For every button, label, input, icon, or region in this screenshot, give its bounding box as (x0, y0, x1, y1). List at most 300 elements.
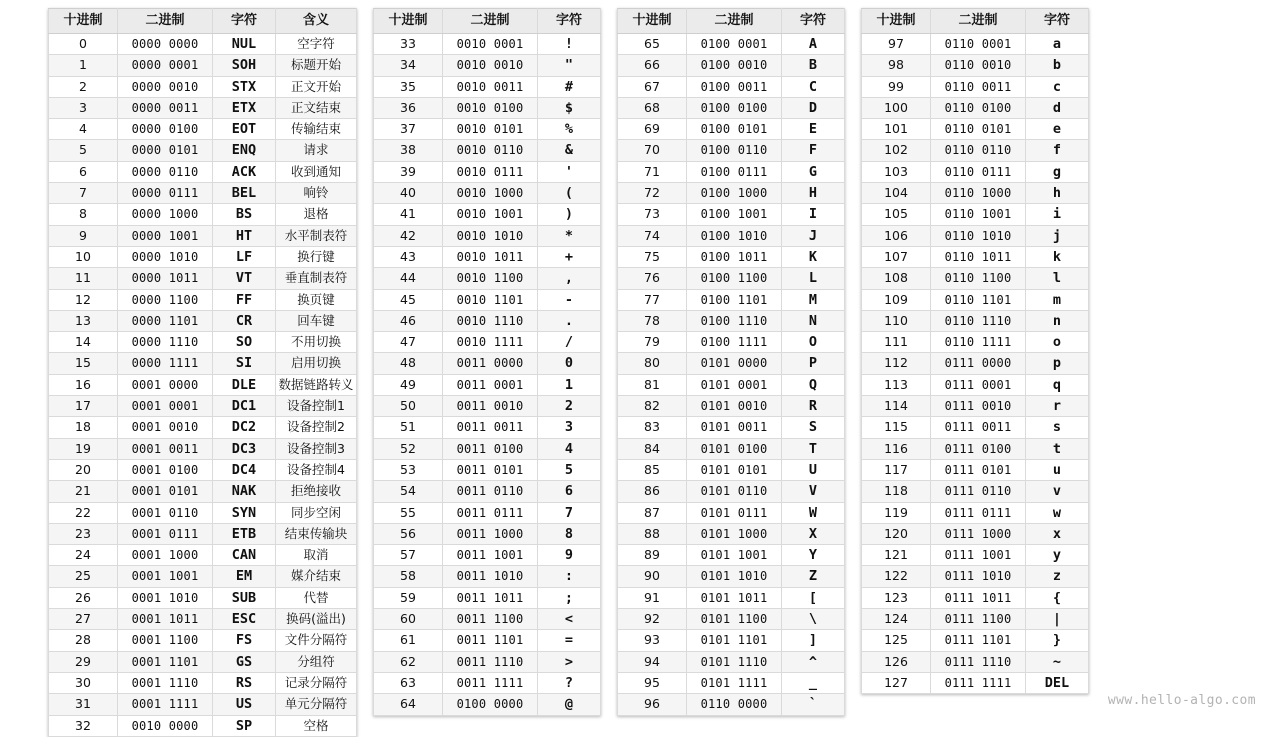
cell-character: > (538, 651, 601, 672)
cell-meaning: 文件分隔符 (276, 630, 357, 651)
column-header: 十进制 (618, 9, 687, 34)
cell-binary: 0001 0111 (118, 523, 213, 544)
cell-decimal: 66 (618, 55, 687, 76)
cell-decimal: 113 (862, 374, 931, 395)
table-row (862, 55, 1089, 76)
cell-binary: 0011 0100 (443, 438, 538, 459)
cell-binary: 0101 0011 (687, 417, 782, 438)
cell-decimal: 94 (618, 651, 687, 672)
cell-binary: 0111 1101 (931, 630, 1026, 651)
cell-decimal: 109 (862, 289, 931, 310)
table-row (374, 609, 601, 630)
cell-decimal: 44 (374, 268, 443, 289)
cell-character: h (1026, 183, 1089, 204)
cell-character: ] (782, 630, 845, 651)
cell-decimal: 49 (374, 374, 443, 395)
cell-decimal: 77 (618, 289, 687, 310)
cell-binary: 0110 0010 (931, 55, 1026, 76)
table-row (374, 417, 601, 438)
table-row (49, 502, 357, 523)
cell-decimal: 71 (618, 161, 687, 182)
cell-character: ; (538, 587, 601, 608)
table-header-row (49, 9, 357, 34)
cell-binary: 0110 0011 (931, 76, 1026, 97)
cell-decimal: 9 (49, 225, 118, 246)
cell-binary: 0110 1101 (931, 289, 1026, 310)
cell-character: EM (213, 566, 276, 587)
table-row (374, 225, 601, 246)
cell-character: | (1026, 609, 1089, 630)
cell-character: RS (213, 672, 276, 693)
cell-character: LF (213, 246, 276, 267)
cell-binary: 0111 1100 (931, 609, 1026, 630)
table-row (374, 76, 601, 97)
cell-decimal: 65 (618, 34, 687, 55)
cell-decimal: 114 (862, 396, 931, 417)
cell-character: f (1026, 140, 1089, 161)
cell-decimal: 101 (862, 119, 931, 140)
cell-binary: 0001 0100 (118, 459, 213, 480)
cell-binary: 0001 0000 (118, 374, 213, 395)
cell-binary: 0000 1101 (118, 310, 213, 331)
cell-binary: 0111 0000 (931, 353, 1026, 374)
cell-character: x (1026, 523, 1089, 544)
table-row (49, 140, 357, 161)
table-row (618, 183, 845, 204)
cell-character: A (782, 34, 845, 55)
table-row (618, 76, 845, 97)
cell-character: * (538, 225, 601, 246)
cell-character: Q (782, 374, 845, 395)
cell-decimal: 56 (374, 523, 443, 544)
cell-decimal: 105 (862, 204, 931, 225)
cell-binary: 0011 1000 (443, 523, 538, 544)
table-row (618, 694, 845, 715)
table-row (49, 76, 357, 97)
cell-meaning: 标题开始 (276, 55, 357, 76)
table-row (862, 651, 1089, 672)
cell-binary: 0101 0001 (687, 374, 782, 395)
table-row (862, 374, 1089, 395)
cell-meaning: 媒介结束 (276, 566, 357, 587)
table-row (618, 246, 845, 267)
table-row (374, 55, 601, 76)
cell-binary: 0001 1111 (118, 694, 213, 715)
cell-character: " (538, 55, 601, 76)
cell-decimal: 91 (618, 587, 687, 608)
cell-binary: 0000 0000 (118, 34, 213, 55)
table-row (862, 119, 1089, 140)
cell-character: GS (213, 651, 276, 672)
cell-decimal: 78 (618, 310, 687, 331)
cell-meaning: 换页键 (276, 289, 357, 310)
cell-decimal: 108 (862, 268, 931, 289)
cell-binary: 0110 0101 (931, 119, 1026, 140)
cell-binary: 0010 0010 (443, 55, 538, 76)
ascii-table-4 (861, 8, 1089, 694)
table-row (862, 502, 1089, 523)
table-row (618, 438, 845, 459)
cell-decimal: 125 (862, 630, 931, 651)
cell-decimal: 126 (862, 651, 931, 672)
cell-decimal: 63 (374, 672, 443, 693)
cell-decimal: 87 (618, 502, 687, 523)
cell-binary: 0011 0001 (443, 374, 538, 395)
cell-character: EOT (213, 119, 276, 140)
cell-meaning: 数据链路转义 (276, 374, 357, 395)
table-row (862, 566, 1089, 587)
cell-decimal: 51 (374, 417, 443, 438)
cell-decimal: 23 (49, 523, 118, 544)
table-row (374, 374, 601, 395)
cell-decimal: 110 (862, 310, 931, 331)
cell-binary: 0101 1010 (687, 566, 782, 587)
cell-decimal: 13 (49, 310, 118, 331)
cell-character: J (782, 225, 845, 246)
cell-decimal: 96 (618, 694, 687, 715)
cell-binary: 0011 0010 (443, 396, 538, 417)
cell-decimal: 123 (862, 587, 931, 608)
cell-binary: 0010 1101 (443, 289, 538, 310)
cell-character: 9 (538, 545, 601, 566)
table-row (862, 225, 1089, 246)
cell-binary: 0110 1110 (931, 310, 1026, 331)
ascii-table-1 (48, 8, 357, 737)
cell-character: m (1026, 289, 1089, 310)
table-row (374, 481, 601, 502)
cell-binary: 0001 0101 (118, 481, 213, 502)
cell-decimal: 86 (618, 481, 687, 502)
cell-character: s (1026, 417, 1089, 438)
table-row (49, 396, 357, 417)
cell-character: DC1 (213, 396, 276, 417)
table-row (49, 545, 357, 566)
table-row (862, 630, 1089, 651)
table-row (862, 332, 1089, 353)
cell-decimal: 79 (618, 332, 687, 353)
cell-meaning: 设备控制3 (276, 438, 357, 459)
cell-character: H (782, 183, 845, 204)
cell-decimal: 37 (374, 119, 443, 140)
cell-character: c (1026, 76, 1089, 97)
column-header: 二进制 (687, 9, 782, 34)
cell-decimal: 42 (374, 225, 443, 246)
cell-decimal: 14 (49, 332, 118, 353)
cell-character: z (1026, 566, 1089, 587)
cell-decimal: 27 (49, 609, 118, 630)
cell-character: S (782, 417, 845, 438)
table-row (374, 353, 601, 374)
cell-binary: 0111 0111 (931, 502, 1026, 523)
cell-character: VT (213, 268, 276, 289)
table-row (49, 34, 357, 55)
cell-decimal: 117 (862, 459, 931, 480)
table-row (49, 225, 357, 246)
cell-decimal: 18 (49, 417, 118, 438)
cell-meaning: 分组符 (276, 651, 357, 672)
cell-character: 7 (538, 502, 601, 523)
cell-character: BS (213, 204, 276, 225)
table-row (862, 310, 1089, 331)
cell-binary: 0000 1011 (118, 268, 213, 289)
cell-meaning: 换行键 (276, 246, 357, 267)
cell-binary: 0100 0000 (443, 694, 538, 715)
cell-decimal: 25 (49, 566, 118, 587)
table-row (618, 609, 845, 630)
cell-binary: 0100 0100 (687, 97, 782, 118)
cell-binary: 0001 1100 (118, 630, 213, 651)
cell-decimal: 59 (374, 587, 443, 608)
cell-decimal: 50 (374, 396, 443, 417)
cell-decimal: 68 (618, 97, 687, 118)
cell-decimal: 41 (374, 204, 443, 225)
cell-decimal: 64 (374, 694, 443, 715)
cell-decimal: 57 (374, 545, 443, 566)
cell-binary: 0000 1000 (118, 204, 213, 225)
cell-decimal: 62 (374, 651, 443, 672)
column-header: 十进制 (49, 9, 118, 34)
table-row (374, 459, 601, 480)
cell-character: $ (538, 97, 601, 118)
cell-binary: 0101 0110 (687, 481, 782, 502)
cell-decimal: 43 (374, 246, 443, 267)
cell-decimal: 7 (49, 183, 118, 204)
cell-decimal: 15 (49, 353, 118, 374)
cell-character: 6 (538, 481, 601, 502)
cell-character: W (782, 502, 845, 523)
cell-binary: 0010 0100 (443, 97, 538, 118)
cell-character: ACK (213, 161, 276, 182)
cell-meaning: 单元分隔符 (276, 694, 357, 715)
ascii-table-2 (373, 8, 601, 716)
cell-character: l (1026, 268, 1089, 289)
cell-decimal: 38 (374, 140, 443, 161)
cell-binary: 0000 1001 (118, 225, 213, 246)
cell-character: 3 (538, 417, 601, 438)
cell-meaning: 收到通知 (276, 161, 357, 182)
cell-meaning: 回车键 (276, 310, 357, 331)
cell-decimal: 3 (49, 97, 118, 118)
table-row (862, 587, 1089, 608)
cell-character: g (1026, 161, 1089, 182)
cell-character: % (538, 119, 601, 140)
cell-decimal: 124 (862, 609, 931, 630)
table-row (862, 353, 1089, 374)
cell-character: y (1026, 545, 1089, 566)
table-row (618, 204, 845, 225)
table-row (374, 651, 601, 672)
cell-binary: 0011 0011 (443, 417, 538, 438)
table-row (49, 119, 357, 140)
cell-decimal: 32 (49, 715, 118, 736)
cell-binary: 0001 1011 (118, 609, 213, 630)
cell-binary: 0110 1100 (931, 268, 1026, 289)
table-row (618, 55, 845, 76)
cell-character: K (782, 246, 845, 267)
cell-decimal: 70 (618, 140, 687, 161)
table-row (374, 587, 601, 608)
column-header: 二进制 (931, 9, 1026, 34)
cell-binary: 0011 1011 (443, 587, 538, 608)
cell-character: : (538, 566, 601, 587)
cell-binary: 0110 1011 (931, 246, 1026, 267)
cell-character: q (1026, 374, 1089, 395)
table-row (49, 481, 357, 502)
cell-decimal: 81 (618, 374, 687, 395)
cell-decimal: 121 (862, 545, 931, 566)
table-row (618, 225, 845, 246)
cell-character: k (1026, 246, 1089, 267)
table-row (374, 204, 601, 225)
table-row (862, 396, 1089, 417)
table-row (49, 417, 357, 438)
cell-binary: 0010 1111 (443, 332, 538, 353)
table-row (49, 204, 357, 225)
table-row (374, 545, 601, 566)
cell-character: t (1026, 438, 1089, 459)
table-header-row (618, 9, 845, 34)
cell-decimal: 83 (618, 417, 687, 438)
cell-binary: 0110 0111 (931, 161, 1026, 182)
cell-character: ESC (213, 609, 276, 630)
cell-meaning: 响铃 (276, 183, 357, 204)
cell-meaning: 设备控制1 (276, 396, 357, 417)
cell-binary: 0100 1011 (687, 246, 782, 267)
cell-binary: 0001 1110 (118, 672, 213, 693)
cell-character: DLE (213, 374, 276, 395)
cell-decimal: 29 (49, 651, 118, 672)
cell-binary: 0101 1100 (687, 609, 782, 630)
table-row (618, 353, 845, 374)
cell-binary: 0011 0111 (443, 502, 538, 523)
cell-character: [ (782, 587, 845, 608)
cell-binary: 0001 0011 (118, 438, 213, 459)
cell-character: i (1026, 204, 1089, 225)
ascii-table-3 (617, 8, 845, 716)
cell-character: ETB (213, 523, 276, 544)
cell-decimal: 61 (374, 630, 443, 651)
cell-character: o (1026, 332, 1089, 353)
cell-binary: 0000 0001 (118, 55, 213, 76)
cell-binary: 0000 0100 (118, 119, 213, 140)
cell-binary: 0100 1001 (687, 204, 782, 225)
cell-binary: 0110 0100 (931, 97, 1026, 118)
table-row (49, 609, 357, 630)
table-row (49, 289, 357, 310)
table-row (374, 396, 601, 417)
table-row (618, 34, 845, 55)
cell-decimal: 24 (49, 545, 118, 566)
table-row (862, 438, 1089, 459)
cell-character: DC3 (213, 438, 276, 459)
cell-character: } (1026, 630, 1089, 651)
cell-character: ' (538, 161, 601, 182)
cell-binary: 0001 1010 (118, 587, 213, 608)
cell-character: + (538, 246, 601, 267)
cell-character: e (1026, 119, 1089, 140)
watermark-text: www.hello-algo.com (1107, 693, 1256, 708)
cell-binary: 0010 0101 (443, 119, 538, 140)
cell-decimal: 118 (862, 481, 931, 502)
cell-character: 4 (538, 438, 601, 459)
cell-binary: 0001 0001 (118, 396, 213, 417)
cell-meaning: 水平制表符 (276, 225, 357, 246)
cell-character: / (538, 332, 601, 353)
cell-character: b (1026, 55, 1089, 76)
table-row (49, 55, 357, 76)
cell-decimal: 58 (374, 566, 443, 587)
column-header: 含义 (276, 9, 357, 34)
cell-decimal: 45 (374, 289, 443, 310)
table-row (374, 246, 601, 267)
cell-decimal: 104 (862, 183, 931, 204)
cell-meaning: 记录分隔符 (276, 672, 357, 693)
table-row (49, 310, 357, 331)
cell-character: v (1026, 481, 1089, 502)
cell-decimal: 19 (49, 438, 118, 459)
cell-binary: 0010 1011 (443, 246, 538, 267)
cell-binary: 0100 1100 (687, 268, 782, 289)
cell-decimal: 82 (618, 396, 687, 417)
cell-decimal: 54 (374, 481, 443, 502)
cell-decimal: 111 (862, 332, 931, 353)
cell-character: p (1026, 353, 1089, 374)
cell-binary: 0111 0100 (931, 438, 1026, 459)
table-row (618, 587, 845, 608)
cell-character: ~ (1026, 651, 1089, 672)
cell-binary: 0110 1111 (931, 332, 1026, 353)
cell-binary: 0010 1010 (443, 225, 538, 246)
cell-binary: 0001 1001 (118, 566, 213, 587)
cell-binary: 0011 1101 (443, 630, 538, 651)
cell-character: U (782, 459, 845, 480)
cell-character: C (782, 76, 845, 97)
column-header: 二进制 (118, 9, 213, 34)
cell-decimal: 73 (618, 204, 687, 225)
table-row (618, 161, 845, 182)
cell-character: Z (782, 566, 845, 587)
cell-decimal: 53 (374, 459, 443, 480)
column-header: 十进制 (374, 9, 443, 34)
cell-meaning: 结束传输块 (276, 523, 357, 544)
cell-decimal: 98 (862, 55, 931, 76)
cell-binary: 0100 0001 (687, 34, 782, 55)
cell-decimal: 60 (374, 609, 443, 630)
cell-meaning: 垂直制表符 (276, 268, 357, 289)
table-row (374, 310, 601, 331)
cell-character: r (1026, 396, 1089, 417)
cell-decimal: 12 (49, 289, 118, 310)
table-row (374, 332, 601, 353)
cell-binary: 0100 0101 (687, 119, 782, 140)
cell-meaning: 换码(溢出) (276, 609, 357, 630)
cell-binary: 0001 1101 (118, 651, 213, 672)
table-row (374, 566, 601, 587)
cell-decimal: 119 (862, 502, 931, 523)
cell-binary: 0011 1111 (443, 672, 538, 693)
column-header: 字符 (213, 9, 276, 34)
cell-decimal: 30 (49, 672, 118, 693)
cell-binary: 0110 0001 (931, 34, 1026, 55)
cell-binary: 0100 0111 (687, 161, 782, 182)
cell-character: . (538, 310, 601, 331)
cell-meaning: 取消 (276, 545, 357, 566)
cell-meaning: 拒绝接收 (276, 481, 357, 502)
cell-binary: 0110 1001 (931, 204, 1026, 225)
cell-decimal: 8 (49, 204, 118, 225)
table-row (862, 183, 1089, 204)
cell-character: B (782, 55, 845, 76)
